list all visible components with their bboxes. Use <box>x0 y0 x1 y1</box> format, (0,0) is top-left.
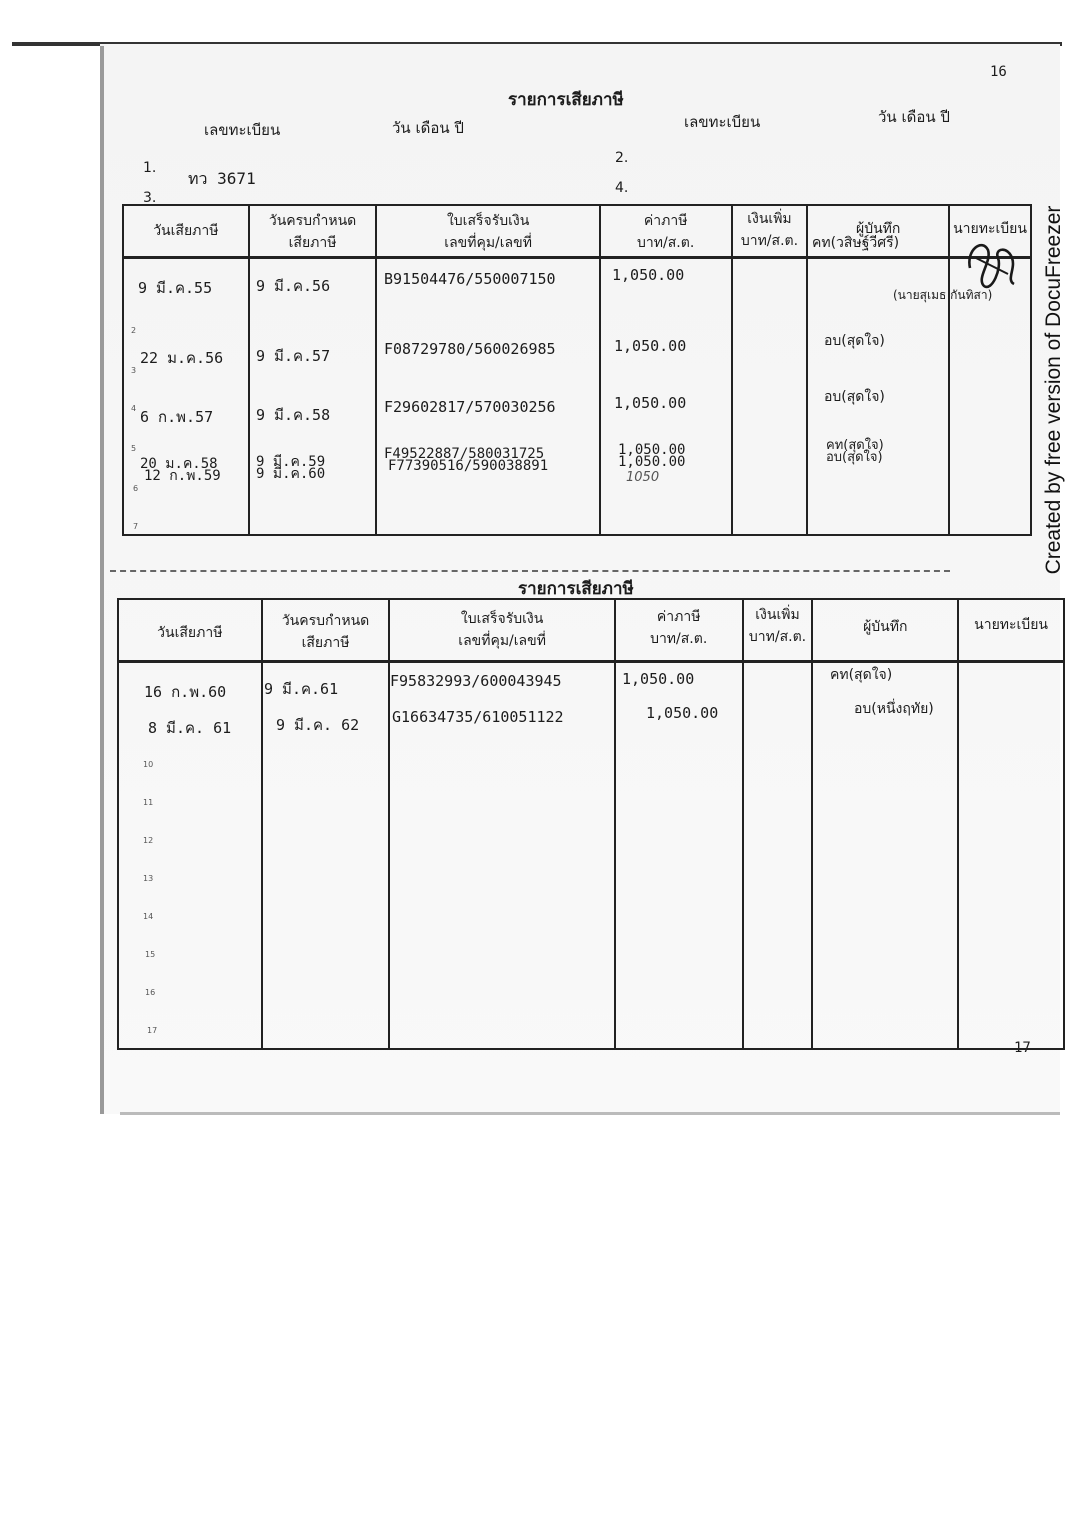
s2-col-surcharge <box>743 599 813 661</box>
col-label: วันเสียภาษี <box>157 625 223 641</box>
s1-col-due-date <box>249 205 377 257</box>
s1-row2-tax: 1,050.00 <box>614 337 687 355</box>
page-left-edge <box>100 46 104 1114</box>
s2-row1-paid: 16 ก.พ.60 <box>144 683 227 701</box>
s1-row4-receipt: F49522887/580031725 <box>384 446 545 462</box>
s1-row3-receipt: F29602817/570030256 <box>384 398 556 416</box>
line-number: 15 <box>145 950 156 959</box>
line-number: 2 <box>131 326 137 335</box>
s1-col-paid-date <box>123 205 249 257</box>
section2-title: รายการเสียภาษี <box>518 579 634 599</box>
s1-row3-recorder: อบ(สุดใจ) <box>824 389 885 405</box>
slot-1-label: 1. <box>143 160 157 176</box>
s1-row5-recorder: อบ(สุดใจ) <box>826 450 883 465</box>
s2-row1-tax: 1,050.00 <box>622 670 695 688</box>
col-label: ใบเสร็จรับเงิน เลขที่คุม/เลขที่ <box>444 213 532 251</box>
col-label: นายทะเบียน <box>953 221 1027 237</box>
s1-row3-due: 9 มี.ค.58 <box>256 406 331 424</box>
handwritten-note: 1050 <box>626 470 660 485</box>
section1-title: รายการเสียภาษี <box>508 90 624 110</box>
s1-row1-paid: 9 มี.ค.55 <box>138 279 213 297</box>
s1-row3-paid: 6 ก.พ.57 <box>140 408 214 426</box>
slot-3-label: 3. <box>143 190 157 206</box>
slot-2-label: 2. <box>615 150 629 166</box>
s1-row2-due: 9 มี.ค.57 <box>256 347 331 365</box>
registration-number: ทว 3671 <box>188 169 256 188</box>
s1-registrar-name: (นายสุเมธ กันทิสา) <box>893 288 993 302</box>
section-divider <box>110 570 950 572</box>
page-bottom-edge <box>120 1112 1060 1115</box>
page-number-bottom: 17 <box>1014 1040 1031 1056</box>
watermark <box>1034 170 1074 610</box>
s2-row2-tax: 1,050.00 <box>646 704 719 722</box>
s2-row2-paid: 8 มี.ค. 61 <box>148 719 232 737</box>
reg-header-right: เลขทะเบียน <box>684 113 761 131</box>
line-number: 14 <box>143 912 154 921</box>
line-number: 5 <box>131 444 137 453</box>
col-label: เงินเพิ่ม บาท/ส.ต. <box>740 211 799 249</box>
s1-row1-receipt: B91504476/550007150 <box>384 270 556 288</box>
s1-row2-recorder: อบ(สุดใจ) <box>824 333 885 349</box>
line-number: 6 <box>133 484 139 493</box>
line-number: 11 <box>143 798 154 807</box>
line-number: 17 <box>147 1026 158 1035</box>
page-number-top: 16 <box>990 64 1007 80</box>
s1-row5-due: 9 มี.ค.60 <box>256 466 326 482</box>
s2-col-receipt <box>389 599 614 661</box>
col-label: ผู้บันทึก <box>856 221 901 237</box>
s1-row4-tax: 1,050.00 <box>618 442 686 458</box>
line-number: 3 <box>131 366 137 375</box>
section2-tax-table <box>117 598 1065 1050</box>
s1-row1-recorder: คท(วสิษฐ์วีศรี) <box>812 235 900 251</box>
s1-row5-paid: 12 ก.พ.59 <box>144 468 221 484</box>
reg-header-left: เลขทะเบียน <box>204 121 281 139</box>
col-label: ค่าภาษี บาท/ส.ต. <box>637 213 695 251</box>
line-number: 16 <box>145 988 156 997</box>
s2-col-due-date <box>262 599 390 661</box>
s1-row5-receipt: F77390516/590038891 <box>388 458 549 474</box>
col-label: ใบเสร็จรับเงิน เลขที่คุม/เลขที่ <box>458 611 546 649</box>
line-number: 7 <box>133 522 139 531</box>
line-number: 13 <box>143 874 154 883</box>
s2-row2-receipt: G16634735/610051122 <box>392 708 564 726</box>
s2-row2-due: 9 มี.ค. 62 <box>276 716 360 734</box>
date-header-right: วัน เดือน ปี <box>878 108 950 126</box>
s1-row2-paid: 22 ม.ค.56 <box>140 349 224 367</box>
s2-row2-recorder: อบ(หนึ่งฤทัย) <box>854 701 934 717</box>
line-number: 12 <box>143 836 154 845</box>
col-label: เงินเพิ่ม บาท/ส.ต. <box>748 607 807 645</box>
s1-row2-receipt: F08729780/560026985 <box>384 340 556 358</box>
s1-col-receipt <box>376 205 599 257</box>
s2-row1-recorder: คท(สุดใจ) <box>830 667 893 683</box>
s2-col-tax <box>615 599 743 661</box>
s2-col-recorder <box>812 599 958 661</box>
s1-row3-tax: 1,050.00 <box>614 394 687 412</box>
s1-row5-tax: 1,050.00 <box>618 454 686 470</box>
col-label: ผู้บันทึก <box>863 619 908 635</box>
s2-col-paid-date <box>118 599 262 661</box>
line-number: 10 <box>143 760 154 769</box>
col-label: วันครบกำหนด เสียภาษี <box>281 613 370 651</box>
col-label: นายทะเบียน <box>974 617 1048 633</box>
s2-row1-receipt: F95832993/600043945 <box>390 672 562 690</box>
col-label: ค่าภาษี บาท/ส.ต. <box>650 609 708 647</box>
date-header-left: วัน เดือน ปี <box>392 119 464 137</box>
s1-col-surcharge <box>732 205 808 257</box>
col-label: วันครบกำหนด เสียภาษี <box>268 213 357 251</box>
registrar-signature <box>962 228 1022 298</box>
s2-row1-due: 9 มี.ค.61 <box>264 680 339 698</box>
s1-row4-recorder: คท(สุดใจ) <box>826 438 884 453</box>
slot-4-label: 4. <box>615 180 629 196</box>
s1-row4-paid: 20 ม.ค.58 <box>140 456 218 472</box>
line-number: 4 <box>131 404 137 413</box>
col-label: วันเสียภาษี <box>153 223 219 239</box>
s1-row4-due: 9 มี.ค.59 <box>256 454 326 470</box>
s1-row1-tax: 1,050.00 <box>612 266 685 284</box>
watermark-text: Created by free version of DocuFreezer <box>1042 205 1065 575</box>
s1-row1-due: 9 มี.ค.56 <box>256 277 331 295</box>
s1-col-tax <box>600 205 732 257</box>
